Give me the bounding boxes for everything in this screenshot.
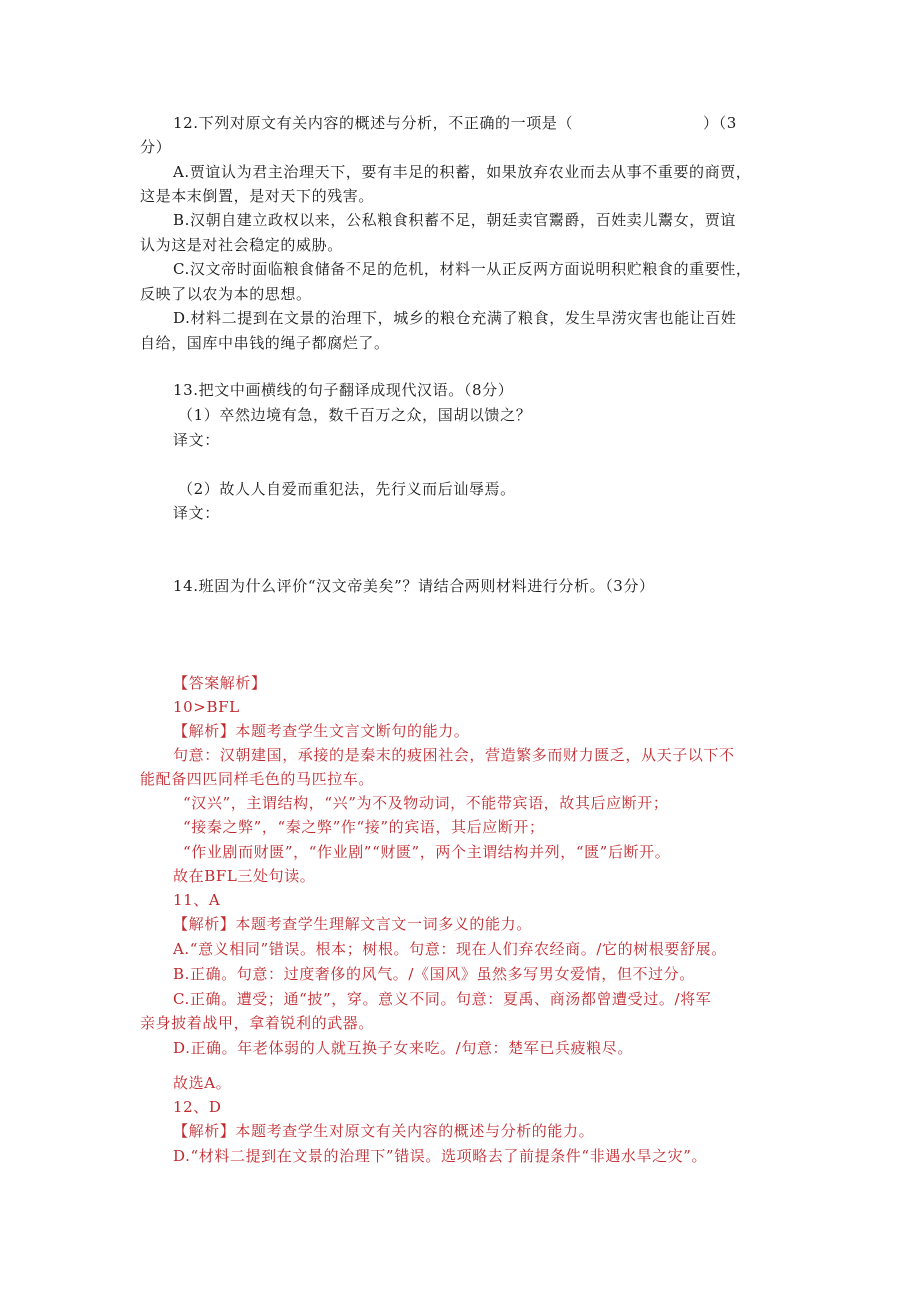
q12-option-b-line2: 认为这是对社会稳定的威胁。 xyxy=(140,236,343,254)
q12-option-d-line1: D.材料二提到在文景的治理下，城乡的粮仓充满了粮食，发生旱涝灾害也能让百姓 xyxy=(173,309,737,327)
answer-11-explanation: 【解析】本题考查学生理解文言文一词多义的能力。 xyxy=(173,915,532,933)
answer-11-option-b: B.正确。句意：过度奢侈的风气。/《国风》虽然多写男女爱情，但不过分。 xyxy=(173,965,695,983)
answer-12-option-d: D.“材料二提到在文景的治理下”错误。选项略去了前提条件“非遇水旱之灾”。 xyxy=(173,1147,708,1165)
answer-11-conclusion: 故选A。 xyxy=(173,1074,232,1092)
q12-stem-score-end: 分） xyxy=(140,138,172,156)
answer-10-conclusion: 故在BFL三处句读。 xyxy=(173,867,316,885)
q12-stem-score: ）（3 xyxy=(703,114,737,132)
q13-sentence-2: （2）故人人自爱而重犯法，先行义而后讪辱焉。 xyxy=(178,480,516,498)
answer-heading: 【答案解析】 xyxy=(173,674,267,692)
answer-10-meaning-line2: 能配备四匹同样毛色的马匹拉车。 xyxy=(140,770,375,788)
q12-option-c-line1: C.汉文帝时面临粮食储备不足的危机，材料一从正反两方面说明积贮粮食的重要性， xyxy=(173,260,752,278)
answer-10-meaning-line1: 句意：汉朝建国，承接的是秦末的疲困社会，营造繁多而财力匮乏，从天子以下不 xyxy=(173,746,735,764)
answer-12-explanation: 【解析】本题考查学生对原文有关内容的概述与分析的能力。 xyxy=(173,1122,595,1140)
q12-stem: 12.下列对原文有关内容的概述与分析，不正确的一项是（ xyxy=(173,114,574,132)
answer-11: 11、A xyxy=(173,891,221,909)
answer-10-point-2: “接秦之弊”，“秦之弊”作“接”的宾语，其后应断开； xyxy=(183,818,545,836)
answer-11-option-d: D.正确。年老体弱的人就互换子女来吃。/句意：楚军已兵疲粮尽。 xyxy=(173,1039,633,1057)
answer-12: 12、D xyxy=(173,1098,222,1116)
answer-11-option-c-line1: C.正确。遭受；通“披”，穿。意义不同。句意：夏禹、商汤都曾遭受过。/将军 xyxy=(173,990,712,1008)
answer-11-option-a: A.“意义相同”错误。根本；树根。句意：现在人们弃农经商。/它的树根要舒展。 xyxy=(173,940,727,958)
answer-10: 10>BFL xyxy=(173,698,240,716)
q12-option-a-line2: 这是本末倒置，是对天下的残害。 xyxy=(140,187,375,205)
answer-10-explanation: 【解析】本题考查学生文言文断句的能力。 xyxy=(173,722,470,740)
q12-option-d-line2: 自给，国库中串钱的绳子都腐烂了。 xyxy=(140,334,390,352)
q13-stem: 13.把文中画横线的句子翻译成现代汉语。（8分） xyxy=(173,381,514,399)
answer-10-point-1: “汉兴”，主谓结构，“兴”为不及物动词，不能带宾语，故其后应断开； xyxy=(183,794,669,812)
q14-stem: 14.班固为什么评价“汉文帝美矣”？请结合两则材料进行分析。（3分） xyxy=(173,577,655,595)
answer-11-option-c-line2: 亲身披着战甲，拿着锐利的武器。 xyxy=(140,1014,375,1032)
q13-sentence-1: （1）卒然边境有急，数千百万之众，国胡以馈之？ xyxy=(178,406,532,424)
q13-translation-1-label: 译文： xyxy=(173,431,220,449)
q12-option-a-line1: A.贾谊认为君主治理天下，要有丰足的积蓄，如果放弃农业而去从事不重要的商贾， xyxy=(173,163,752,181)
q13-translation-2-label: 译文： xyxy=(173,504,220,522)
q12-option-b-line1: B.汉朝自建立政权以来，公私粮食积蓄不足，朝廷卖官鬻爵，百姓卖儿鬻女，贾谊 xyxy=(173,211,736,229)
answer-10-point-3: “作业剧而财匮”，“作业剧”“财匮”，两个主谓结构并列，“匮”后断开。 xyxy=(183,843,671,861)
q12-option-c-line2: 反映了以农为本的思想。 xyxy=(140,285,312,303)
